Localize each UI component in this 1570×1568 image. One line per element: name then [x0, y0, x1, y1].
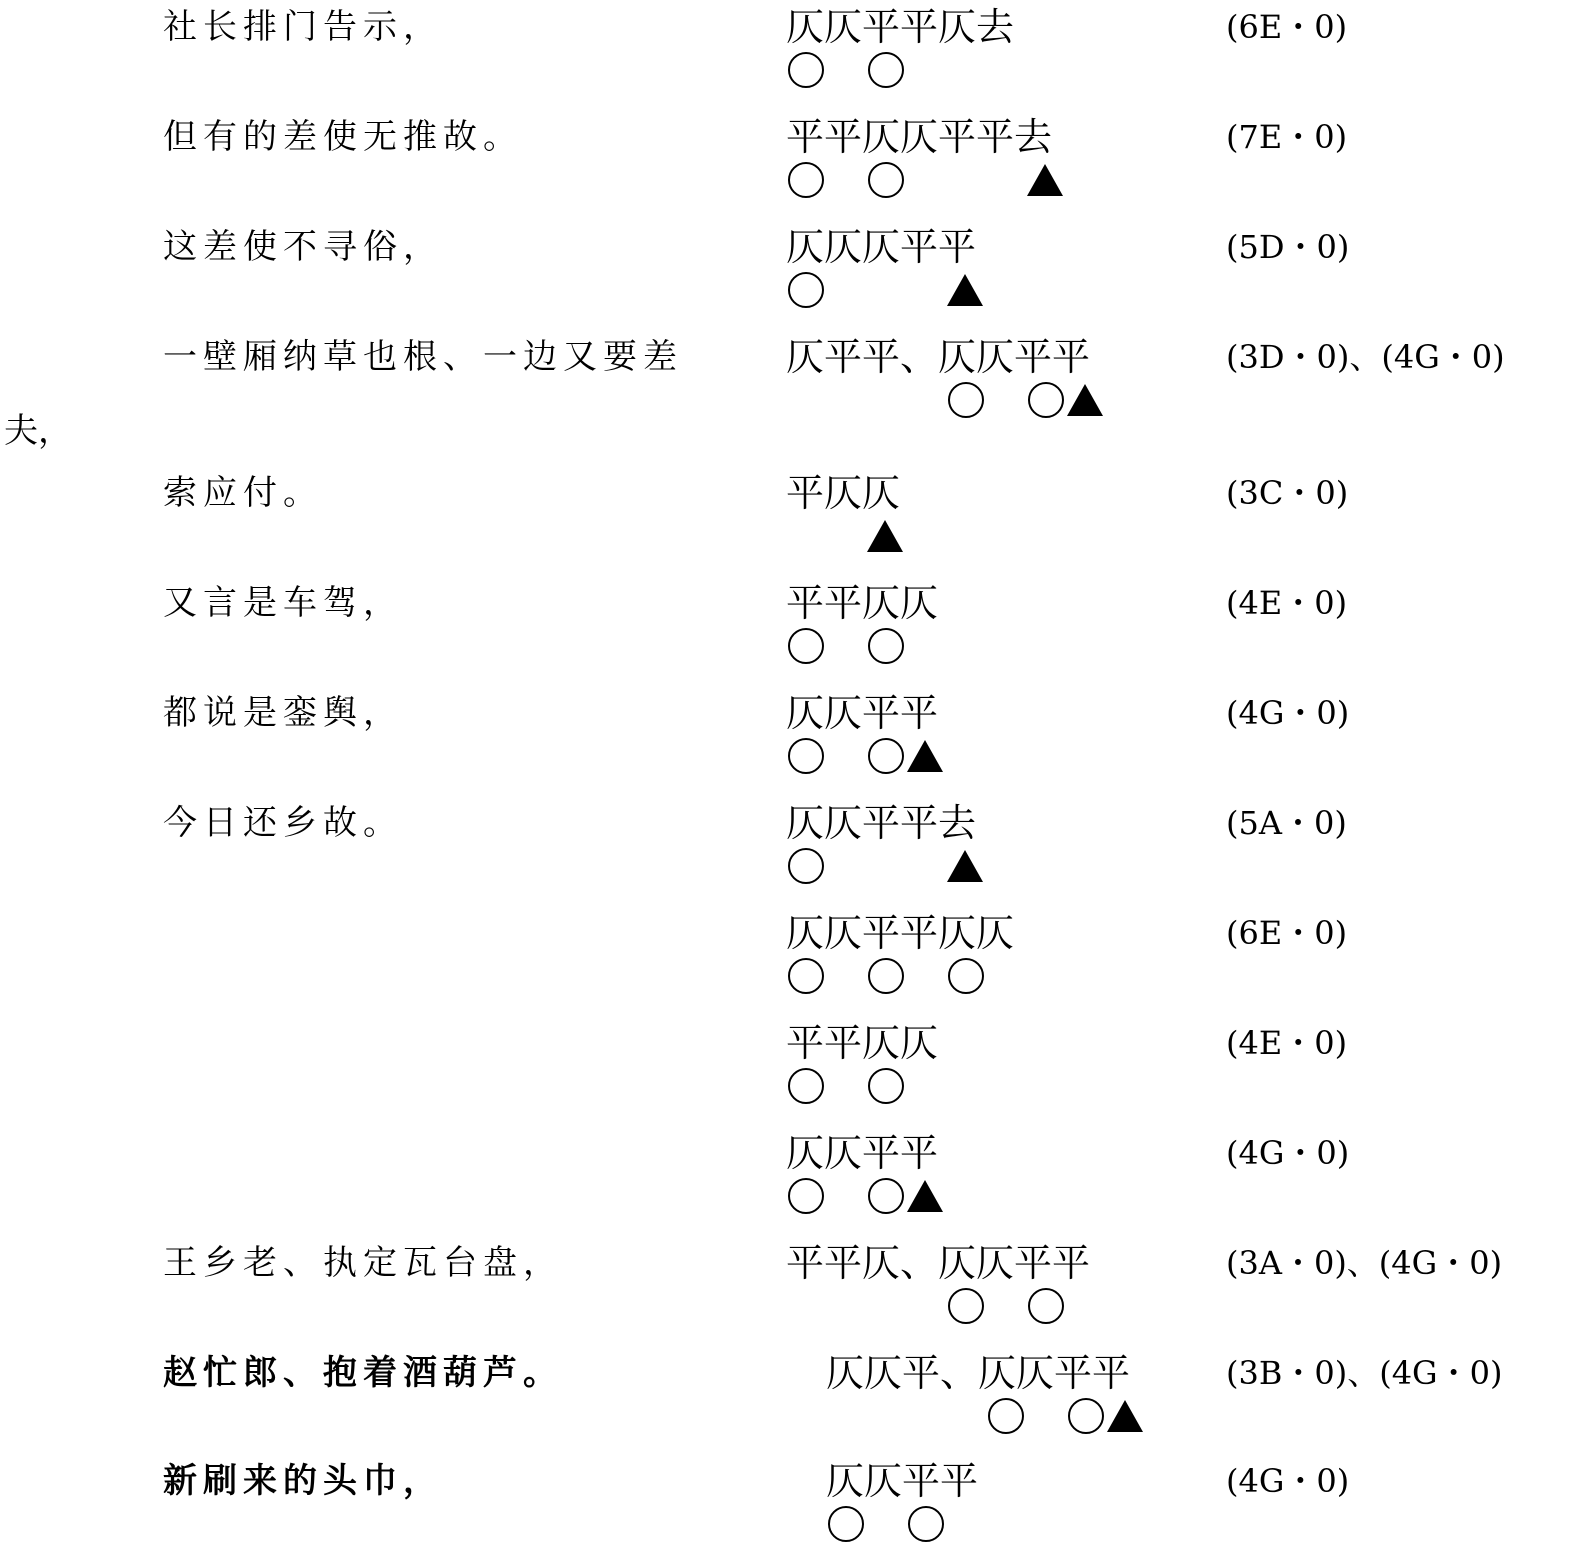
open-circle-mark — [946, 1286, 986, 1326]
verse-row — [0, 1350, 1570, 1460]
verse-row — [0, 800, 1570, 910]
verse-row — [0, 1458, 1570, 1568]
verse-row — [0, 690, 1570, 800]
meter-code: (5A・0) — [1226, 804, 1347, 842]
filled-triangle-mark — [866, 516, 906, 556]
lyric-text: 今日还乡故。 — [163, 803, 403, 843]
open-circle-mark — [786, 1176, 826, 1216]
open-circle-mark — [786, 736, 826, 776]
open-circle-mark — [786, 50, 826, 90]
verse-row — [0, 1020, 1570, 1130]
verse-row — [0, 114, 1570, 224]
meter-code: (3C・0) — [1226, 474, 1349, 512]
meter-code: (3B・0)、(4G・0) — [1226, 1354, 1503, 1392]
open-circle-mark — [866, 956, 906, 996]
open-circle-mark — [1026, 1286, 1066, 1326]
filled-triangle-mark — [946, 846, 986, 886]
tone-pattern: 仄仄平平仄仄 — [786, 911, 1015, 955]
lyric-text: 新刷来的头巾， — [163, 1461, 443, 1501]
open-circle-mark — [826, 1504, 866, 1544]
tone-pattern: 仄平平、仄仄平平 — [786, 335, 1091, 379]
meter-code: (3D・0)、(4G・0) — [1226, 338, 1505, 376]
filled-triangle-mark — [906, 1176, 946, 1216]
tone-pattern: 平平仄仄 — [786, 1021, 939, 1065]
meter-code: (4G・0) — [1226, 1134, 1350, 1172]
lyric-text: 赵忙郎、抱着酒葫芦。 — [163, 1353, 563, 1393]
tone-pattern: 仄仄仄平平 — [786, 225, 977, 269]
open-circle-mark — [786, 956, 826, 996]
open-circle-mark — [786, 1066, 826, 1106]
open-circle-mark — [1026, 380, 1066, 420]
open-circle-mark — [906, 1504, 946, 1544]
verse-row — [0, 224, 1570, 334]
open-circle-mark — [786, 160, 826, 200]
lyric-text: 社长排门告示， — [163, 7, 443, 47]
open-circle-mark — [946, 956, 986, 996]
open-circle-mark — [866, 50, 906, 90]
filled-triangle-mark — [946, 270, 986, 310]
lyric-text: 都说是銮舆， — [163, 693, 403, 733]
lyric-wrap-line: 夫， — [4, 411, 72, 451]
open-circle-mark — [866, 736, 906, 776]
open-circle-mark — [866, 1066, 906, 1106]
verse-row — [0, 580, 1570, 690]
verse-row — [0, 334, 1570, 444]
verse-row — [0, 1240, 1570, 1350]
meter-code: (6E・0) — [1226, 8, 1348, 46]
filled-triangle-mark — [1106, 1396, 1146, 1436]
tone-pattern: 仄仄平、仄仄平平 — [826, 1351, 1131, 1395]
tone-pattern: 仄仄平平 — [826, 1459, 979, 1503]
open-circle-mark — [866, 626, 906, 666]
open-circle-mark — [786, 626, 826, 666]
meter-code: (5D・0) — [1226, 228, 1350, 266]
verse-row — [0, 4, 1570, 114]
open-circle-mark — [786, 846, 826, 886]
open-circle-mark — [946, 380, 986, 420]
meter-code: (4G・0) — [1226, 694, 1350, 732]
lyric-text: 王乡老、执定瓦台盘， — [163, 1243, 563, 1283]
open-circle-mark — [786, 270, 826, 310]
filled-triangle-mark — [906, 736, 946, 776]
lyric-text: 又言是车驾， — [163, 583, 403, 623]
meter-code: (4E・0) — [1226, 1024, 1348, 1062]
filled-triangle-mark — [1026, 160, 1066, 200]
verse-row — [0, 470, 1570, 580]
meter-code: (3A・0)、(4G・0) — [1226, 1244, 1503, 1282]
open-circle-mark — [1066, 1396, 1106, 1436]
meter-code: (4E・0) — [1226, 584, 1348, 622]
lyric-text: 索应付。 — [163, 473, 323, 513]
open-circle-mark — [866, 1176, 906, 1216]
tone-pattern: 平平仄仄 — [786, 581, 939, 625]
meter-code: (4G・0) — [1226, 1462, 1350, 1500]
meter-code: (7E・0) — [1226, 118, 1348, 156]
tone-pattern: 仄仄平平仄去 — [786, 5, 1015, 49]
verse-row — [0, 1130, 1570, 1240]
meter-code: (6E・0) — [1226, 914, 1348, 952]
verse-row — [0, 910, 1570, 1020]
tone-pattern: 平平仄、仄仄平平 — [786, 1241, 1091, 1285]
tone-pattern: 平平仄仄平平去 — [786, 115, 1053, 159]
tone-pattern: 平仄仄 — [786, 471, 901, 515]
open-circle-mark — [866, 160, 906, 200]
lyric-text: 但有的差使无推故。 — [163, 117, 523, 157]
tone-pattern: 仄仄平平 — [786, 1131, 939, 1175]
tone-pattern: 仄仄平平去 — [786, 801, 977, 845]
lyric-text: 这差使不寻俗， — [163, 227, 443, 267]
tone-pattern: 仄仄平平 — [786, 691, 939, 735]
lyric-text: 一壁厢纳草也根、一边又要差 — [163, 337, 683, 377]
open-circle-mark — [986, 1396, 1026, 1436]
filled-triangle-mark — [1066, 380, 1106, 420]
